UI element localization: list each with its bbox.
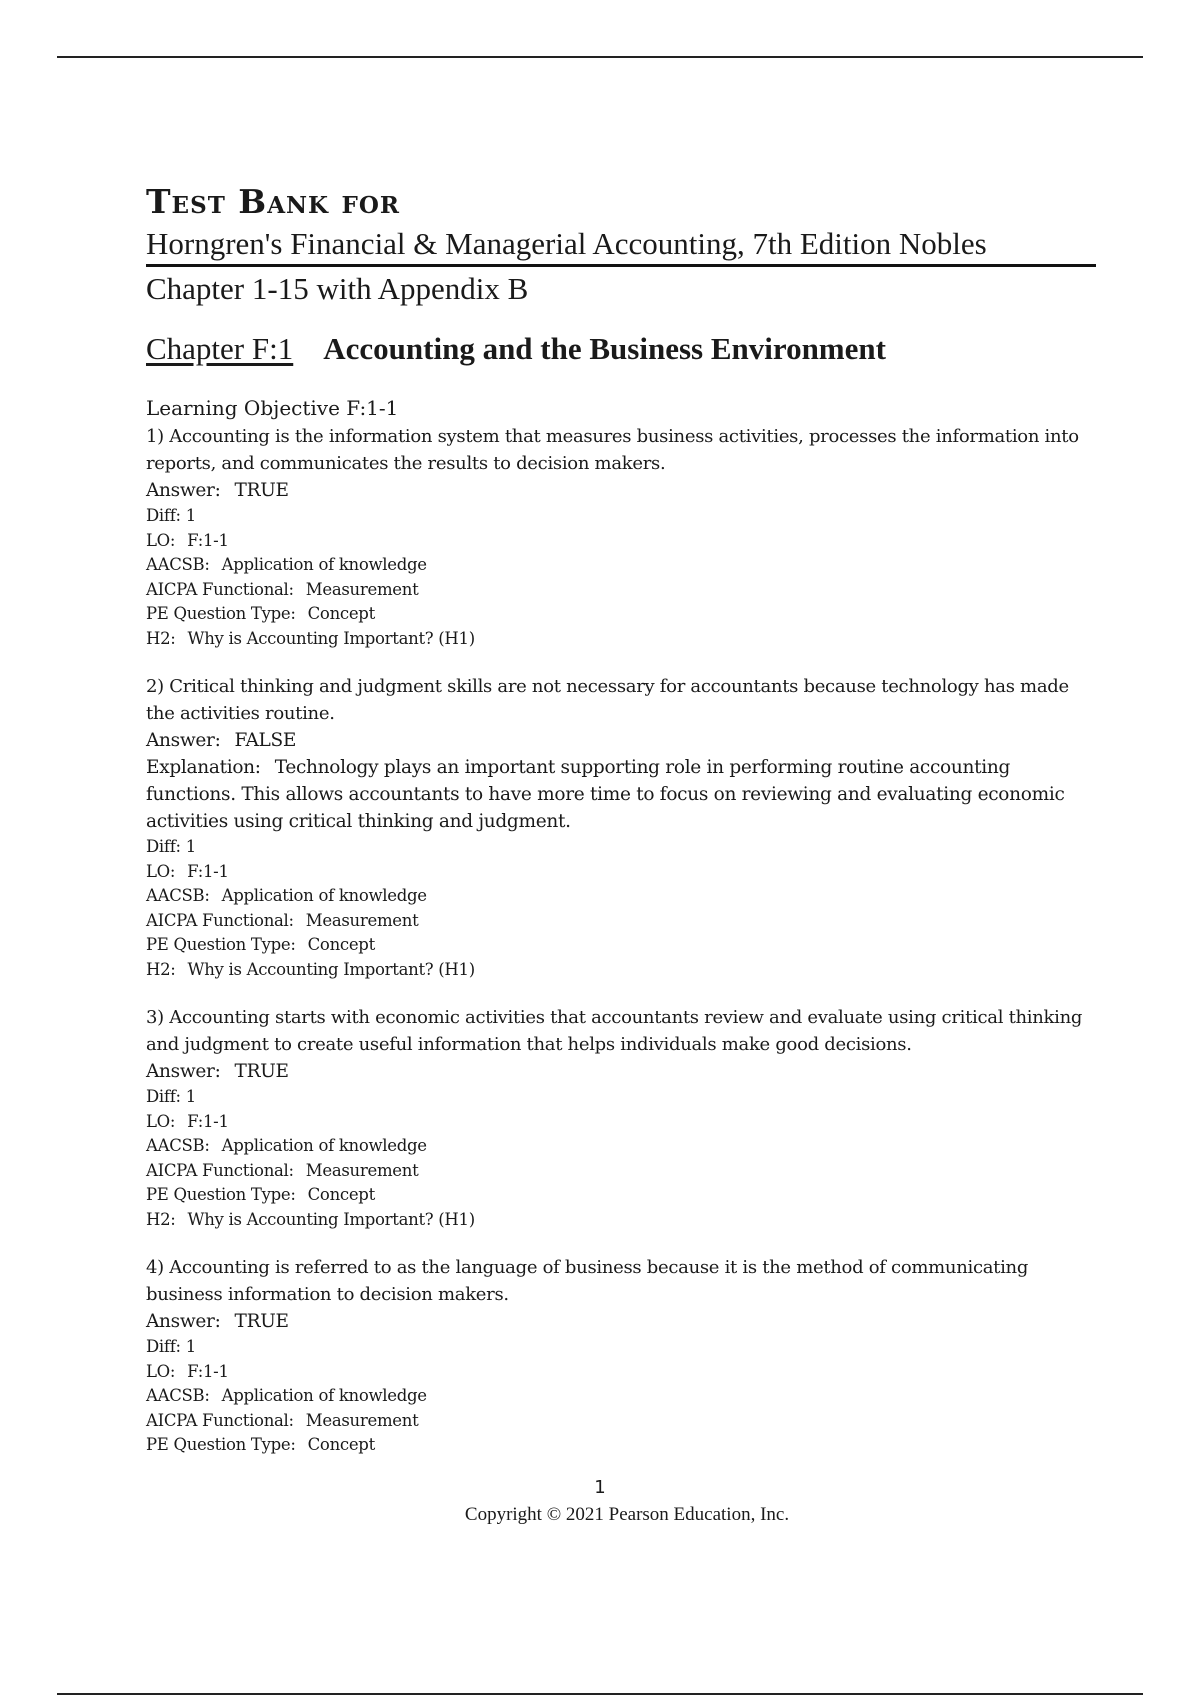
pe-type-value: Concept — [307, 604, 375, 623]
diff-label: Diff: — [146, 506, 181, 525]
answer-label: Answer: — [146, 1311, 221, 1332]
h2-value: Why is Accounting Important? (H1) — [187, 1209, 475, 1229]
aicpa-label: AICPA Functional: — [146, 910, 294, 930]
question-4 — [146, 1254, 1096, 1458]
diff-label: Diff: — [146, 837, 181, 856]
meta-aicpa — [146, 909, 1096, 934]
chapter-heading — [146, 329, 1096, 369]
answer-label: Answer: — [146, 730, 221, 751]
pe-type-label: PE Question Type: — [146, 604, 296, 623]
lo-label: LO: — [146, 861, 176, 881]
answer-line — [146, 1308, 1096, 1335]
bottom-rule — [57, 1693, 1143, 1695]
lo-label: LO: — [146, 1361, 176, 1381]
meta-aacsb — [146, 553, 1096, 578]
aicpa-value: Measurement — [305, 910, 419, 930]
aacsb-value: Application of knowledge — [221, 555, 427, 574]
diff-value: 1 — [185, 1337, 196, 1356]
aacsb-label: AACSB: — [146, 1386, 210, 1405]
explanation-line — [146, 754, 1096, 835]
answer-value: TRUE — [234, 1061, 289, 1082]
meta-pe-type — [146, 1183, 1096, 1208]
lo-value: F:1-1 — [187, 530, 229, 550]
answer-value: TRUE — [234, 1311, 289, 1332]
diff-label: Diff: — [146, 1087, 181, 1106]
question-text: 2) Critical thinking and judgment skills are not necessary for accountants because technology has made the activities routine. — [146, 676, 1069, 724]
meta-aacsb — [146, 1384, 1096, 1409]
meta-lo — [146, 1360, 1096, 1385]
top-rule — [57, 56, 1143, 58]
chapter-name: Accounting and the Business Environment — [323, 331, 886, 366]
meta-lo — [146, 860, 1096, 885]
diff-value: 1 — [185, 837, 196, 856]
h2-value: Why is Accounting Important? (H1) — [187, 628, 475, 648]
question-3 — [146, 1004, 1096, 1232]
aicpa-label: AICPA Functional: — [146, 1410, 294, 1430]
explanation-label: Explanation: — [146, 757, 261, 778]
meta-aicpa — [146, 578, 1096, 603]
diff-label: Diff: — [146, 1337, 181, 1356]
meta-aacsb — [146, 884, 1096, 909]
aacsb-label: AACSB: — [146, 1136, 210, 1155]
aicpa-label: AICPA Functional: — [146, 579, 294, 599]
copyright-notice: Copyright © 2021 Pearson Education, Inc. — [464, 1504, 790, 1525]
meta-h2 — [146, 1208, 1096, 1233]
document-page — [146, 180, 1096, 1480]
meta-aicpa — [146, 1409, 1096, 1434]
aicpa-value: Measurement — [305, 579, 419, 599]
learning-objective-heading: Learning Objective F:1-1 — [146, 396, 399, 420]
h2-value: Why is Accounting Important? (H1) — [187, 959, 475, 979]
answer-label: Answer: — [146, 480, 221, 501]
question-1 — [146, 423, 1096, 651]
pe-type-value: Concept — [307, 1435, 375, 1454]
aacsb-value: Application of knowledge — [221, 1136, 427, 1155]
meta-aacsb — [146, 1134, 1096, 1159]
meta-lo — [146, 529, 1096, 554]
chapter-range: Chapter 1-15 with Appendix B — [146, 271, 529, 306]
meta-diff — [146, 1335, 1096, 1360]
meta-pe-type — [146, 933, 1096, 958]
question-2 — [146, 673, 1096, 982]
pe-type-label: PE Question Type: — [146, 935, 296, 954]
explanation-value: Technology plays an important supporting role in performing routine accounting functions. This allows accountants to have more time to focus on reviewing and evaluating economic activities using critical thinking and judgment. — [146, 757, 1065, 832]
aacsb-label: AACSB: — [146, 555, 210, 574]
aacsb-value: Application of knowledge — [221, 1386, 427, 1405]
aacsb-value: Application of knowledge — [221, 886, 427, 905]
lo-value: F:1-1 — [187, 1361, 229, 1381]
book-title: Horngren's Financial & Managerial Accounting, 7th Edition Nobles — [146, 224, 1096, 267]
meta-diff — [146, 504, 1096, 529]
meta-h2 — [146, 627, 1096, 652]
lo-value: F:1-1 — [187, 1111, 229, 1131]
pe-type-label: PE Question Type: — [146, 1185, 296, 1204]
question-text: 3) Accounting starts with economic activities that accountants review and evaluate using critical thinking and judgment to create useful information that helps individuals make good decisions. — [146, 1007, 1083, 1055]
meta-diff — [146, 1085, 1096, 1110]
answer-value: FALSE — [234, 730, 297, 751]
chapter-number: Chapter F:1 — [146, 331, 294, 366]
meta-h2 — [146, 958, 1096, 983]
aicpa-label: AICPA Functional: — [146, 1160, 294, 1180]
meta-lo — [146, 1110, 1096, 1135]
meta-aicpa — [146, 1159, 1096, 1184]
meta-pe-type — [146, 1433, 1096, 1458]
aicpa-value: Measurement — [305, 1410, 419, 1430]
question-text: 4) Accounting is referred to as the language of business because it is the method of communicating business information to decision makers. — [146, 1257, 1029, 1305]
answer-line — [146, 727, 1096, 754]
answer-label: Answer: — [146, 1061, 221, 1082]
pe-type-value: Concept — [307, 1185, 375, 1204]
answer-value: TRUE — [234, 480, 289, 501]
answer-line — [146, 1058, 1096, 1085]
page-number: 1 — [594, 1477, 606, 1498]
question-text: 1) Accounting is the information system that measures business activities, processes the information into reports, and communicates the results to decision makers. — [146, 426, 1079, 474]
answer-line — [146, 477, 1096, 504]
h2-label: H2: — [146, 1209, 176, 1229]
pe-type-value: Concept — [307, 935, 375, 954]
h2-label: H2: — [146, 628, 176, 648]
lo-label: LO: — [146, 530, 176, 550]
aicpa-value: Measurement — [305, 1160, 419, 1180]
meta-pe-type — [146, 602, 1096, 627]
diff-value: 1 — [185, 1087, 196, 1106]
pe-type-label: PE Question Type: — [146, 1435, 296, 1454]
test-bank-heading: Test Bank for — [146, 182, 401, 221]
h2-label: H2: — [146, 959, 176, 979]
lo-value: F:1-1 — [187, 861, 229, 881]
aacsb-label: AACSB: — [146, 886, 210, 905]
diff-value: 1 — [185, 506, 196, 525]
meta-diff — [146, 835, 1096, 860]
lo-label: LO: — [146, 1111, 176, 1131]
